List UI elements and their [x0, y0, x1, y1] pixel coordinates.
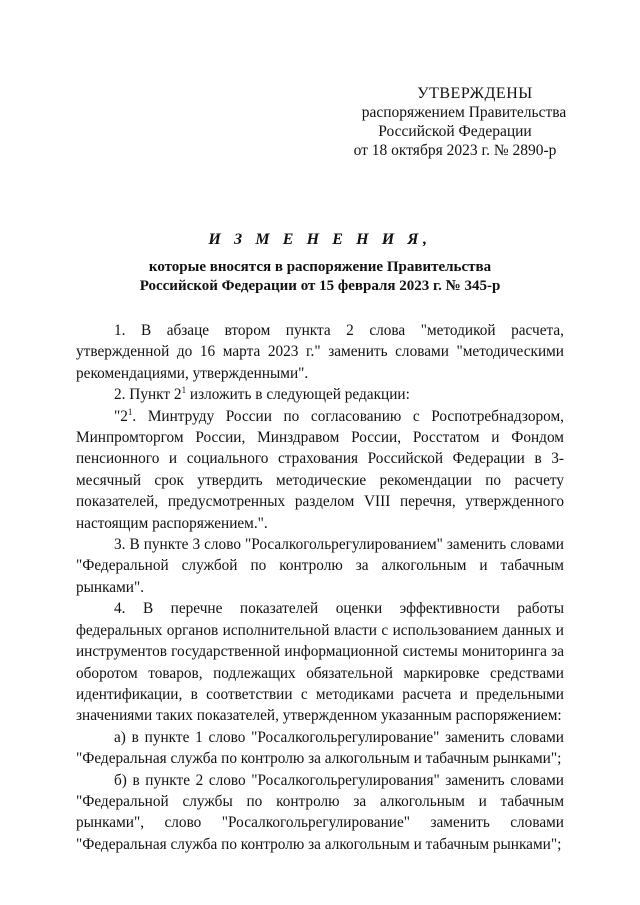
paragraph-4: 3. В пункте 3 слово "Росалкогольрегулированием" заменить словами "Федеральной службой по контролю за алкогольным и табачным рынками".	[76, 536, 564, 596]
paragraph-7: б) в пункте 2 слово "Росалкогольрегулирования" заменить словами "Федеральной службы по контролю за алкогольным и табачным рынками", слово "Росалкогольрегулирование" заменить словами "Федеральная служба по контролю за алкогольным и табачным рынками";	[76, 771, 564, 853]
p2-text-after: изложить в следующей редакции:	[186, 386, 410, 404]
title-sub-1: которые вносятся в распоряжение Правительства	[148, 259, 492, 275]
approval-heading: УТВЕРЖДЕНЫ	[417, 85, 533, 102]
title-main: И З М Е Н Е Н И Я,	[208, 231, 432, 248]
approval-stamp	[330, 84, 580, 160]
p2-text-before: 2. Пункт 2	[114, 386, 182, 404]
approval-line-3: от 18 октября 2023 г. № 2890-р	[353, 142, 557, 159]
paragraph-1: 1. В абзаце втором пункта 2 слова "методикой расчета, утвержденной до 16 марта 2023 г." заменить словами "методическими рекомендациями, утвержденными".	[76, 322, 564, 382]
title-sub-2: Российской Федерации от 15 февраля 2023 г. № 345-р	[139, 277, 501, 294]
paragraph-6: а) в пункте 1 слово "Росалкогольрегулирование" заменить словами "Федеральная служба по контролю за алкогольным и табачным рынками";	[76, 728, 564, 768]
paragraph-2	[76, 384, 564, 405]
document-body	[76, 320, 564, 855]
paragraph-5: 4. В перечне показателей оценки эффективности работы федеральных органов исполнительной власти с использованием данных и инструментов государственной информационной системы мониторинга за оборотом товаров, подлежащих обязательной маркировке средствами идентификации, в соответствии с методиками расчета и предельными значениями таких показателей, утвержденном указанным распоряжением:	[76, 600, 564, 725]
p3-text-after: . Минтруду России по согласованию с Роспотребнадзором, Минпромторгом России, Минздравом России, Росстатом и Фондом пенсионного и социального страхования Российской Федерации в 3-месячный срок утвердить методические рекомендации по расчету показателей, предусмотренных разделом VIII перечня, утвержденного настоящим распоряжением.".	[76, 407, 564, 532]
p3-superscript: 1	[127, 406, 133, 417]
document-title	[0, 231, 640, 295]
p3-text-before: "2	[114, 407, 128, 425]
approval-line-2: Российской Федерации	[378, 123, 532, 140]
p2-superscript: 1	[181, 385, 187, 396]
paragraph-3	[76, 406, 564, 534]
approval-line-1: распоряжением Правительства	[361, 104, 567, 121]
